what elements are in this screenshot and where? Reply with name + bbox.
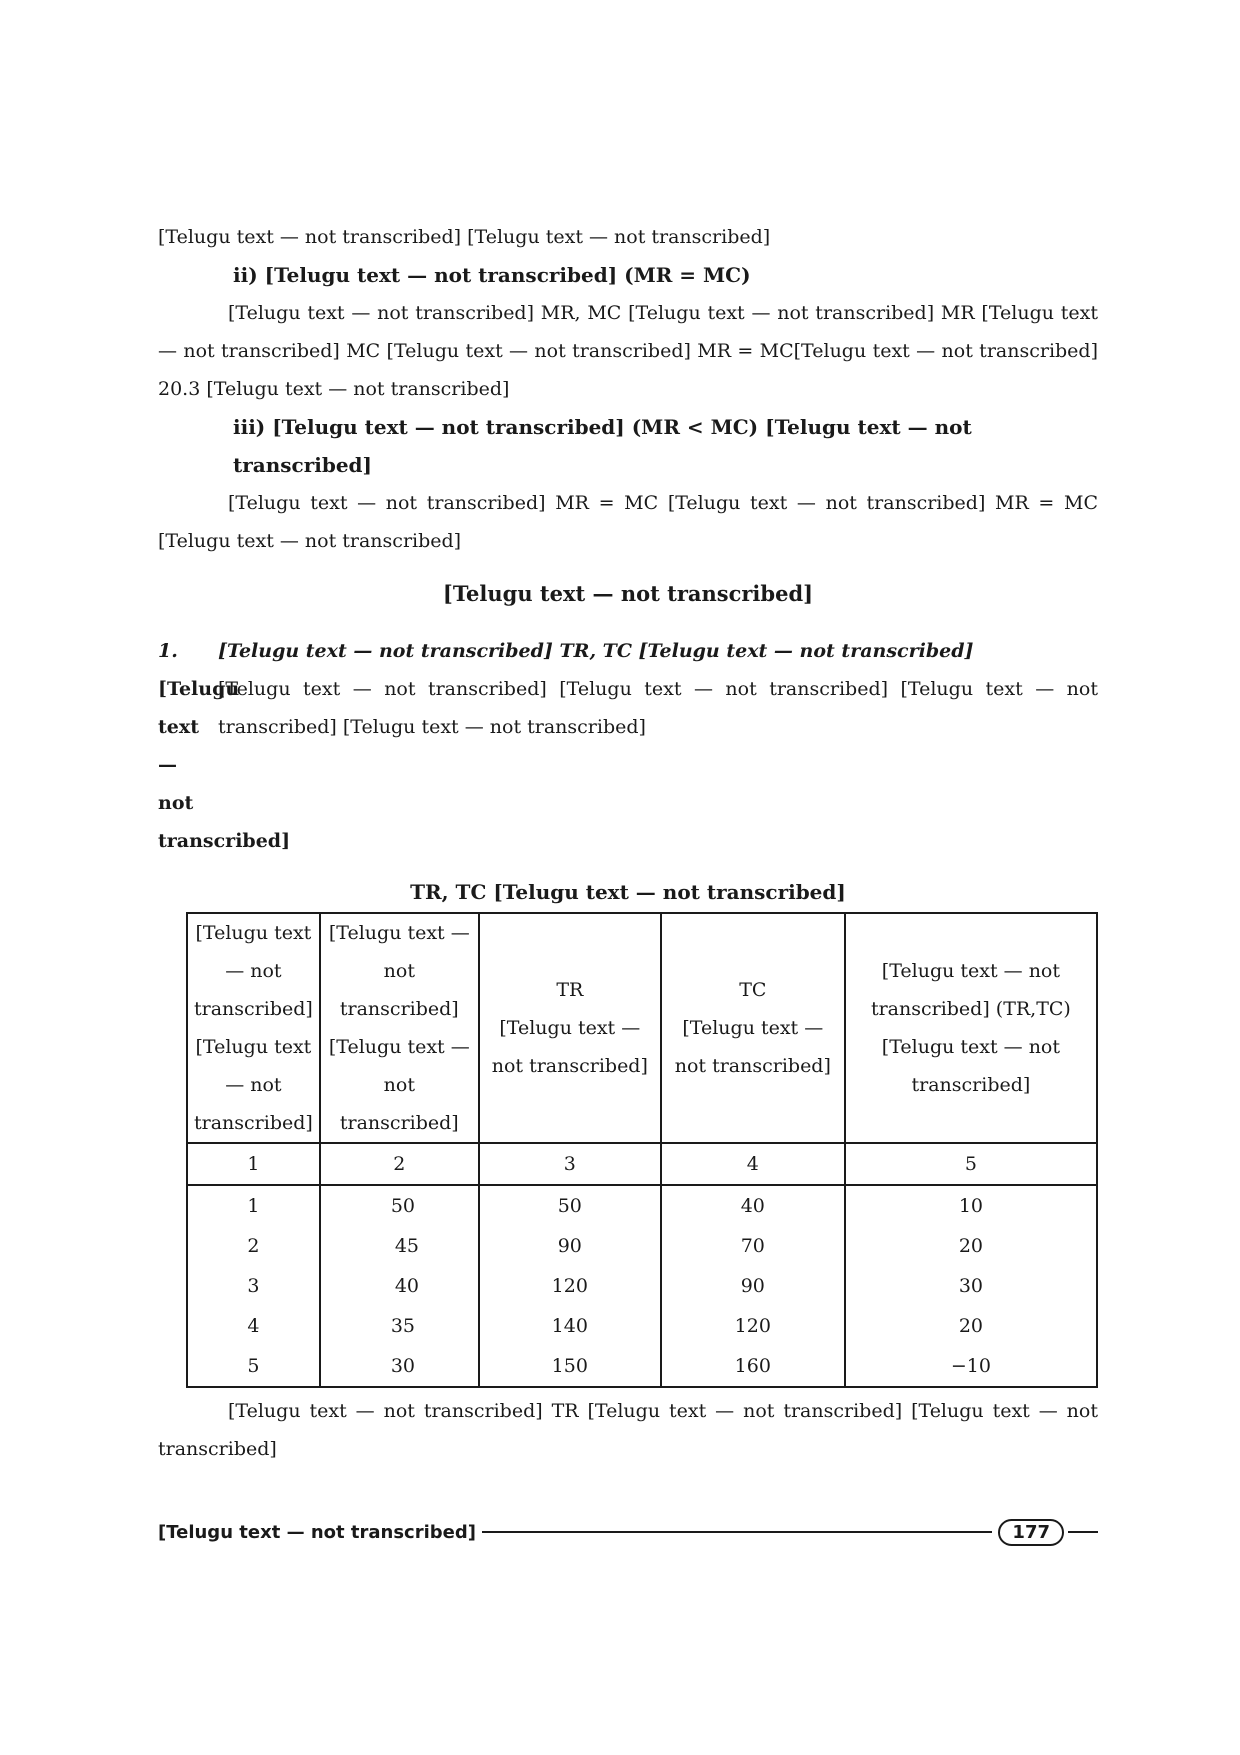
footer-rule: [482, 1531, 992, 1533]
cell-tc: 160: [661, 1346, 845, 1387]
table-row: [187, 1226, 1097, 1266]
cell-tc: 90: [661, 1266, 845, 1306]
header-profit-line2: [Telugu text — not transcribed]: [881, 1036, 1061, 1096]
cell-units: 1: [187, 1185, 320, 1226]
column-number: 1: [187, 1143, 320, 1185]
header-tr-line1: TR: [556, 979, 584, 1001]
cell-tr: 50: [479, 1185, 661, 1226]
question-row: [158, 632, 1098, 670]
header-tr: [479, 913, 661, 1143]
page-footer: [158, 1512, 1098, 1552]
cell-price: 30: [320, 1346, 479, 1387]
table-title: TR, TC [Telugu text — not transcribed]: [410, 880, 846, 904]
header-price-line2: [Telugu text — not transcribed]: [328, 1036, 470, 1134]
heading-mr-equals-mc: ii) [Telugu text — not transcribed] (MR = MC): [233, 263, 751, 287]
cell-tr: 90: [479, 1226, 661, 1266]
table-row: [187, 1185, 1097, 1226]
cell-profit: 30: [845, 1266, 1097, 1306]
cell-profit: −10: [845, 1346, 1097, 1387]
table-row: [187, 1306, 1097, 1346]
paragraph-top: [Telugu text — not transcribed] [Telugu text — not transcribed]: [158, 226, 771, 248]
cell-price: 40: [320, 1266, 479, 1306]
paragraph-mr-equals-mc: [Telugu text — not transcribed] MR, MC [Telugu text — not transcribed] MR [Telugu text — not transcribed] MC [Telugu text — not transcribed] MR = MC[Telugu text — not transcribed] 20.3 [Telugu text — not transcribed]: [158, 302, 1098, 400]
column-number: 2: [320, 1143, 479, 1185]
question-number: 1.: [158, 640, 178, 662]
paragraph-after-table: [Telugu text — not transcribed] TR [Telugu text — not transcribed] [Telugu text — not transcribed]: [158, 1400, 1098, 1460]
profit-table: [186, 912, 1098, 1388]
cell-units: 3: [187, 1266, 320, 1306]
heading-mr-less-than-mc: iii) [Telugu text — not transcribed] (MR < MC) [Telugu text — not transcribed]: [233, 415, 972, 477]
header-units-line2: [Telugu text — not transcribed]: [194, 1036, 313, 1134]
cell-profit: 20: [845, 1226, 1097, 1266]
header-tc-line2: [Telugu text — not transcribed]: [674, 1017, 831, 1077]
header-units-line1: [Telugu text — not transcribed]: [194, 922, 313, 1020]
answer-label: [Telugu text — not transcribed]: [158, 678, 291, 852]
answer-text: [Telugu text — not transcribed] [Telugu text — not transcribed] [Telugu text — not transcribed] [Telugu text — not transcribed]: [218, 678, 1098, 738]
paragraph-mr-less-than-mc: [Telugu text — not transcribed] MR = MC [Telugu text — not transcribed] MR = MC [Telugu text — not transcribed]: [158, 492, 1098, 552]
cell-tr: 120: [479, 1266, 661, 1306]
cell-price: 50: [320, 1185, 479, 1226]
cell-tr: 140: [479, 1306, 661, 1346]
cell-price: 45: [320, 1226, 479, 1266]
page-content: [158, 218, 1098, 1468]
cell-units: 4: [187, 1306, 320, 1346]
header-tr-line2: [Telugu text — not transcribed]: [491, 1017, 648, 1077]
answer-row: [158, 670, 1098, 860]
cell-profit: 20: [845, 1306, 1097, 1346]
cell-tc: 70: [661, 1226, 845, 1266]
cell-tc: 40: [661, 1185, 845, 1226]
section-title: [Telugu text — not transcribed]: [442, 581, 814, 606]
header-price-line1: [Telugu text — not transcribed]: [328, 922, 470, 1020]
footer-rule-tail: [1068, 1531, 1098, 1533]
cell-tc: 120: [661, 1306, 845, 1346]
cell-price: 35: [320, 1306, 479, 1346]
footer-book-title: [Telugu text — not transcribed]: [158, 1521, 476, 1543]
cell-profit: 10: [845, 1185, 1097, 1226]
header-profit-line1: [Telugu text — not transcribed] (TR,TC): [870, 960, 1071, 1020]
column-number: 4: [661, 1143, 845, 1185]
header-profit: [845, 913, 1097, 1143]
header-price: [320, 913, 479, 1143]
table-row: [187, 1266, 1097, 1306]
cell-units: 5: [187, 1346, 320, 1387]
header-units: [187, 913, 320, 1143]
header-tc-line1: TC: [739, 979, 767, 1001]
column-number: 3: [479, 1143, 661, 1185]
table-row: [187, 1346, 1097, 1387]
column-number-row: [187, 1143, 1097, 1185]
page-number: 177: [998, 1519, 1064, 1546]
column-number: 5: [845, 1143, 1097, 1185]
header-tc: [661, 913, 845, 1143]
question-text: [Telugu text — not transcribed] TR, TC [Telugu text — not transcribed]: [218, 640, 974, 662]
cell-tr: 150: [479, 1346, 661, 1387]
table-header-row: [187, 913, 1097, 1143]
cell-units: 2: [187, 1226, 320, 1266]
